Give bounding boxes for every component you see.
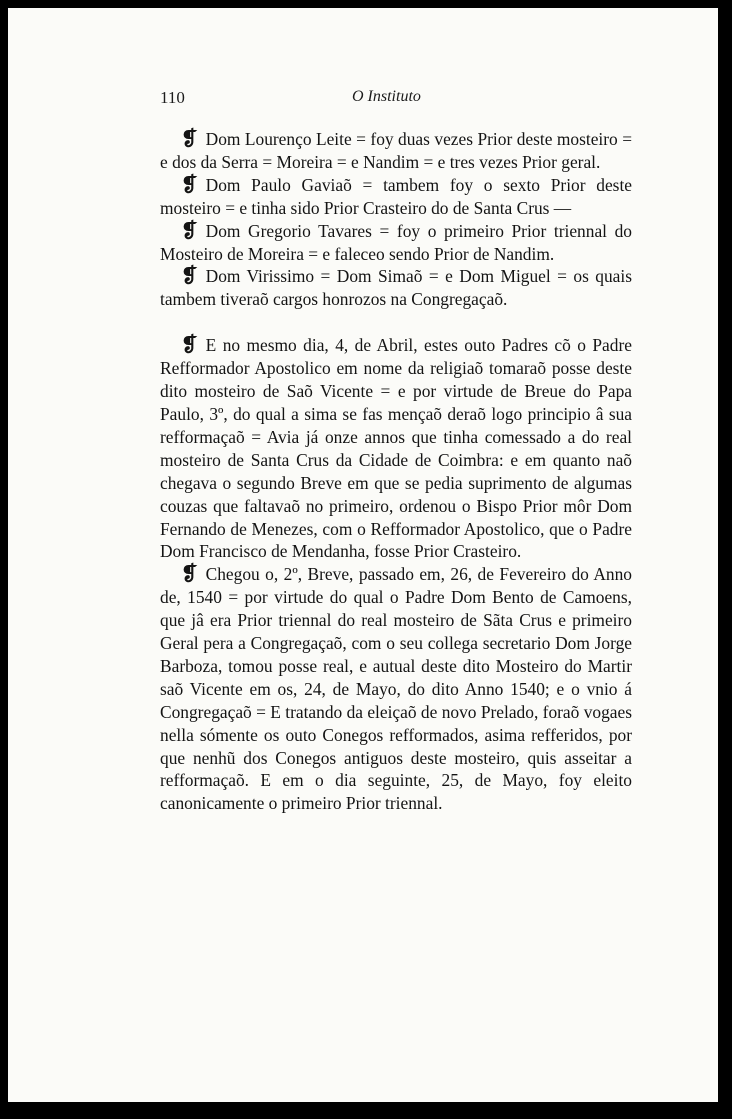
paragraph-text: Dom Virissimo = Dom Simaõ = e Dom Miguel = os quais tambem tiveraõ cargos honrozos na Congregaçaõ. bbox=[160, 266, 632, 310]
paragraph bbox=[160, 128, 632, 174]
paragraph-mark-icon: ❡ bbox=[180, 563, 198, 586]
paragraph bbox=[160, 265, 632, 311]
document-page bbox=[8, 8, 718, 1102]
paragraph bbox=[160, 220, 632, 266]
body-text bbox=[160, 128, 632, 815]
paragraph-text: Dom Gregorio Tavares = foy o primeiro Prior triennal do Mosteiro de Moreira = e faleceo sendo Prior de Nandim. bbox=[160, 220, 632, 264]
paragraph bbox=[160, 563, 632, 815]
paragraph-text: Dom Paulo Gaviaõ = tambem foy o sexto Prior deste mosteiro = e tinha sido Prior Crasteiro do de Santa Crus — bbox=[160, 174, 632, 218]
paragraph-mark-icon: ❡ bbox=[180, 334, 198, 357]
page-number: 110 bbox=[160, 88, 185, 107]
paragraph-text: Chegou o, 2º, Breve, passado em, 26, de Fevereiro do Anno de, 1540 = por virtude do qual o Padre Dom Bento de Camoens, que jâ era Prior triennal do real mosteiro de Sãta Crus e primeiro Geral pera a Congregaçaõ, com o seu collega secretario Dom Jorge Barboza, tomou posse real, e autual deste dito Mosteiro do Martir saõ Vicente em os, 24, de Mayo, do dito Anno 1540; e o vnio á Congregaçaõ = E tratando da eleiçaõ de novo Prelado, foraõ vogaes nella sómente os outo Conegos refformados, asima refferidos, por que nenhũ dos Conegos antiguos deste mosteiro, quis asseitar a refformaçaõ. E em o dia seguinte, 25, de Mayo, foy eleito canonicamente o primeiro Prior triennal. bbox=[160, 564, 632, 814]
paragraph bbox=[160, 174, 632, 220]
paragraph bbox=[160, 334, 632, 563]
paragraph-mark-icon: ❡ bbox=[180, 265, 198, 288]
page-header bbox=[160, 88, 632, 112]
paragraph-text: E no mesmo dia, 4, de Abril, estes outo Padres cõ o Padre Refformador Apostolico em nome da religiaõ tomaraõ posse deste dito mosteiro de Saõ Vicente = e por virtude de Breue do Papa Paulo, 3º, do qual a sima se fas mençaõ deraõ logo principio â sua refformaçaõ = Avia já onze annos que tinha comessado a do real mosteiro de Santa Crus da Cidade de Coimbra: e em quanto naõ chegava o segundo Breve em que se pedia suprimento de algumas couzas que faltavaõ no primeiro, ordenou o Bispo Prior môr Dom Fernando de Menezes, com o Refformador Apostolico, que o Padre Dom Francisco de Mendanha, fosse Prior Crasteiro. bbox=[160, 335, 632, 562]
paragraph-mark-icon: ❡ bbox=[180, 173, 198, 196]
paragraph-mark-icon: ❡ bbox=[180, 219, 198, 242]
paragraph-text: Dom Lourenço Leite = foy duas vezes Prior deste mosteiro = e dos da Serra = Moreira = e Nandim = e tres vezes Prior geral. bbox=[160, 129, 632, 172]
paragraph-mark-icon: ❡ bbox=[180, 128, 198, 150]
running-title: O Instituto bbox=[352, 88, 421, 105]
